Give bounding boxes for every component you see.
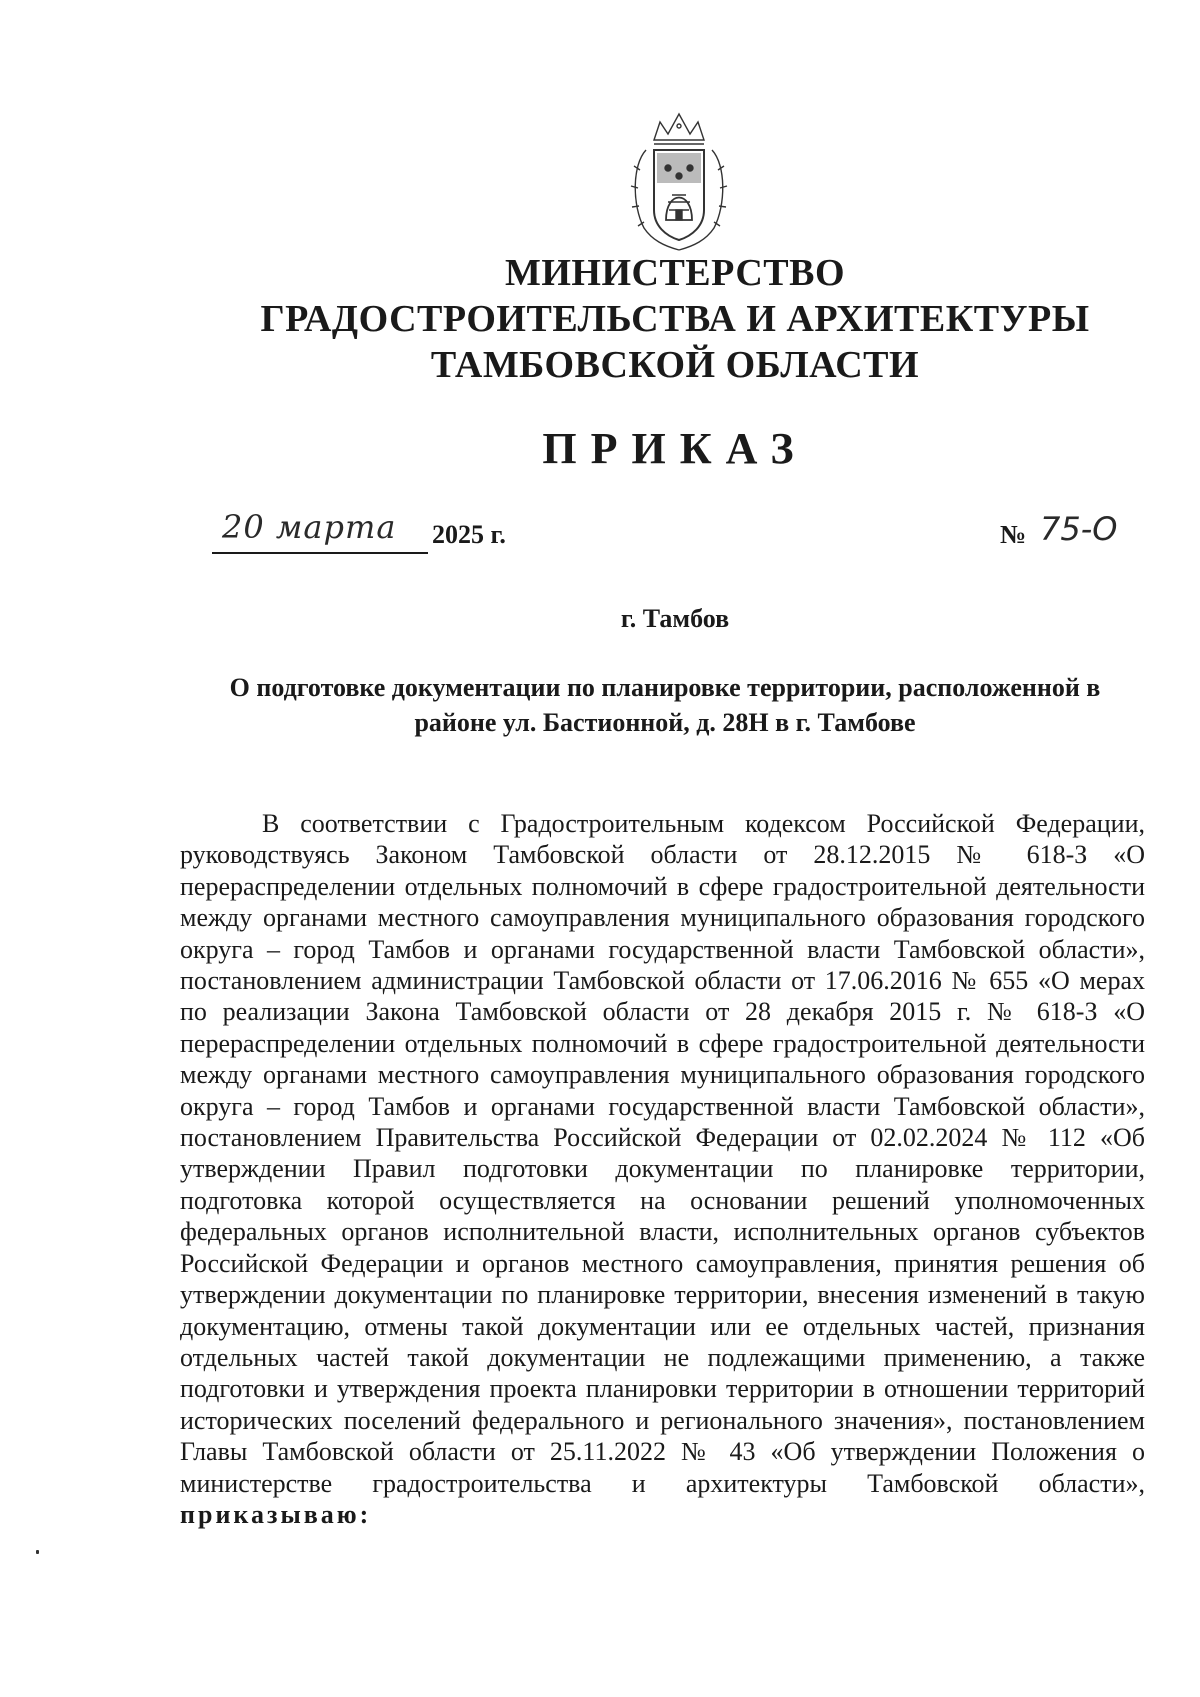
organization-name — [150, 250, 1200, 388]
org-line-2: ГРАДОСТРОИТЕЛЬСТВА И АРХИТЕКТУРЫ — [260, 298, 1090, 340]
subject-line-1: О подготовке документации по планировке территории, расположенной в — [229, 673, 1101, 702]
handwritten-date: 20 марта — [222, 508, 397, 546]
city-line: г. Тамбов — [620, 604, 730, 633]
org-line-1: МИНИСТЕРСТВО — [504, 252, 846, 294]
date-year: 2025 г. — [432, 520, 506, 549]
org-line-3: ТАМБОВСКОЙ ОБЛАСТИ — [430, 344, 920, 386]
scan-speck — [36, 1550, 39, 1554]
subject-line-2: районе ул. Бастионной, д. 28Н в г. Тамбове — [414, 708, 916, 737]
body-text: В соответствии с Градостроительным кодексом Российской Федерации, руководствуясь Законом Тамбовской области от 28.12.2015 № 618-З «О перераспределении отдельных полномочий в сфере градостроительной деятельности между органами местного самоуправления муниципального образования городского округа – город Тамбов и органами государственной власти Тамбовской области», постановлением администрации Тамбовской области от 17.06.2016 № 655 «О мерах по реализации Закона Тамбовской области от 28 декабря 2015 г. № 618-З «О перераспределении отдельных полномочий в сфере градостроительной деятельности между органами местного самоуправления муниципального образования городского округа – город Тамбов и органами государственной власти Тамбовской области», постановлением Правительства Российской Федерации от 02.02.2024 № 112 «Об утверждении Правил подготовки документации по планировке территории, подготовка которой осуществляется на основании решений уполномоченных федеральных органов исполнительной власти, исполнительных органов субъектов Российской Федерации и органов местного самоуправления, принятия решения об утверждении документации по планировке территории, внесения изменений в такую документацию, отмены такой документации или ее отдельных частей, признания отдельных частей такой документации не подлежащими применению, а также подготовки и утверждения проекта планировки территории в отношении территорий исторических поселений федерального и регионального значения», постановлением Главы Тамбовской области от 25.11.2022 № 43 «Об утверждении Положения о министерстве градостроительства и архитектуры Тамбовской области», — [180, 809, 1145, 1498]
number-label: № — [1000, 520, 1027, 549]
coat-of-arms-icon — [624, 110, 734, 255]
handwritten-number: 75-О — [1040, 510, 1118, 548]
body-paragraph — [180, 808, 1145, 1530]
document-type-title: ПРИКАЗ — [542, 424, 808, 473]
order-command: приказываю: — [180, 1499, 372, 1529]
order-subject — [180, 670, 1150, 740]
date-underline — [212, 552, 428, 554]
